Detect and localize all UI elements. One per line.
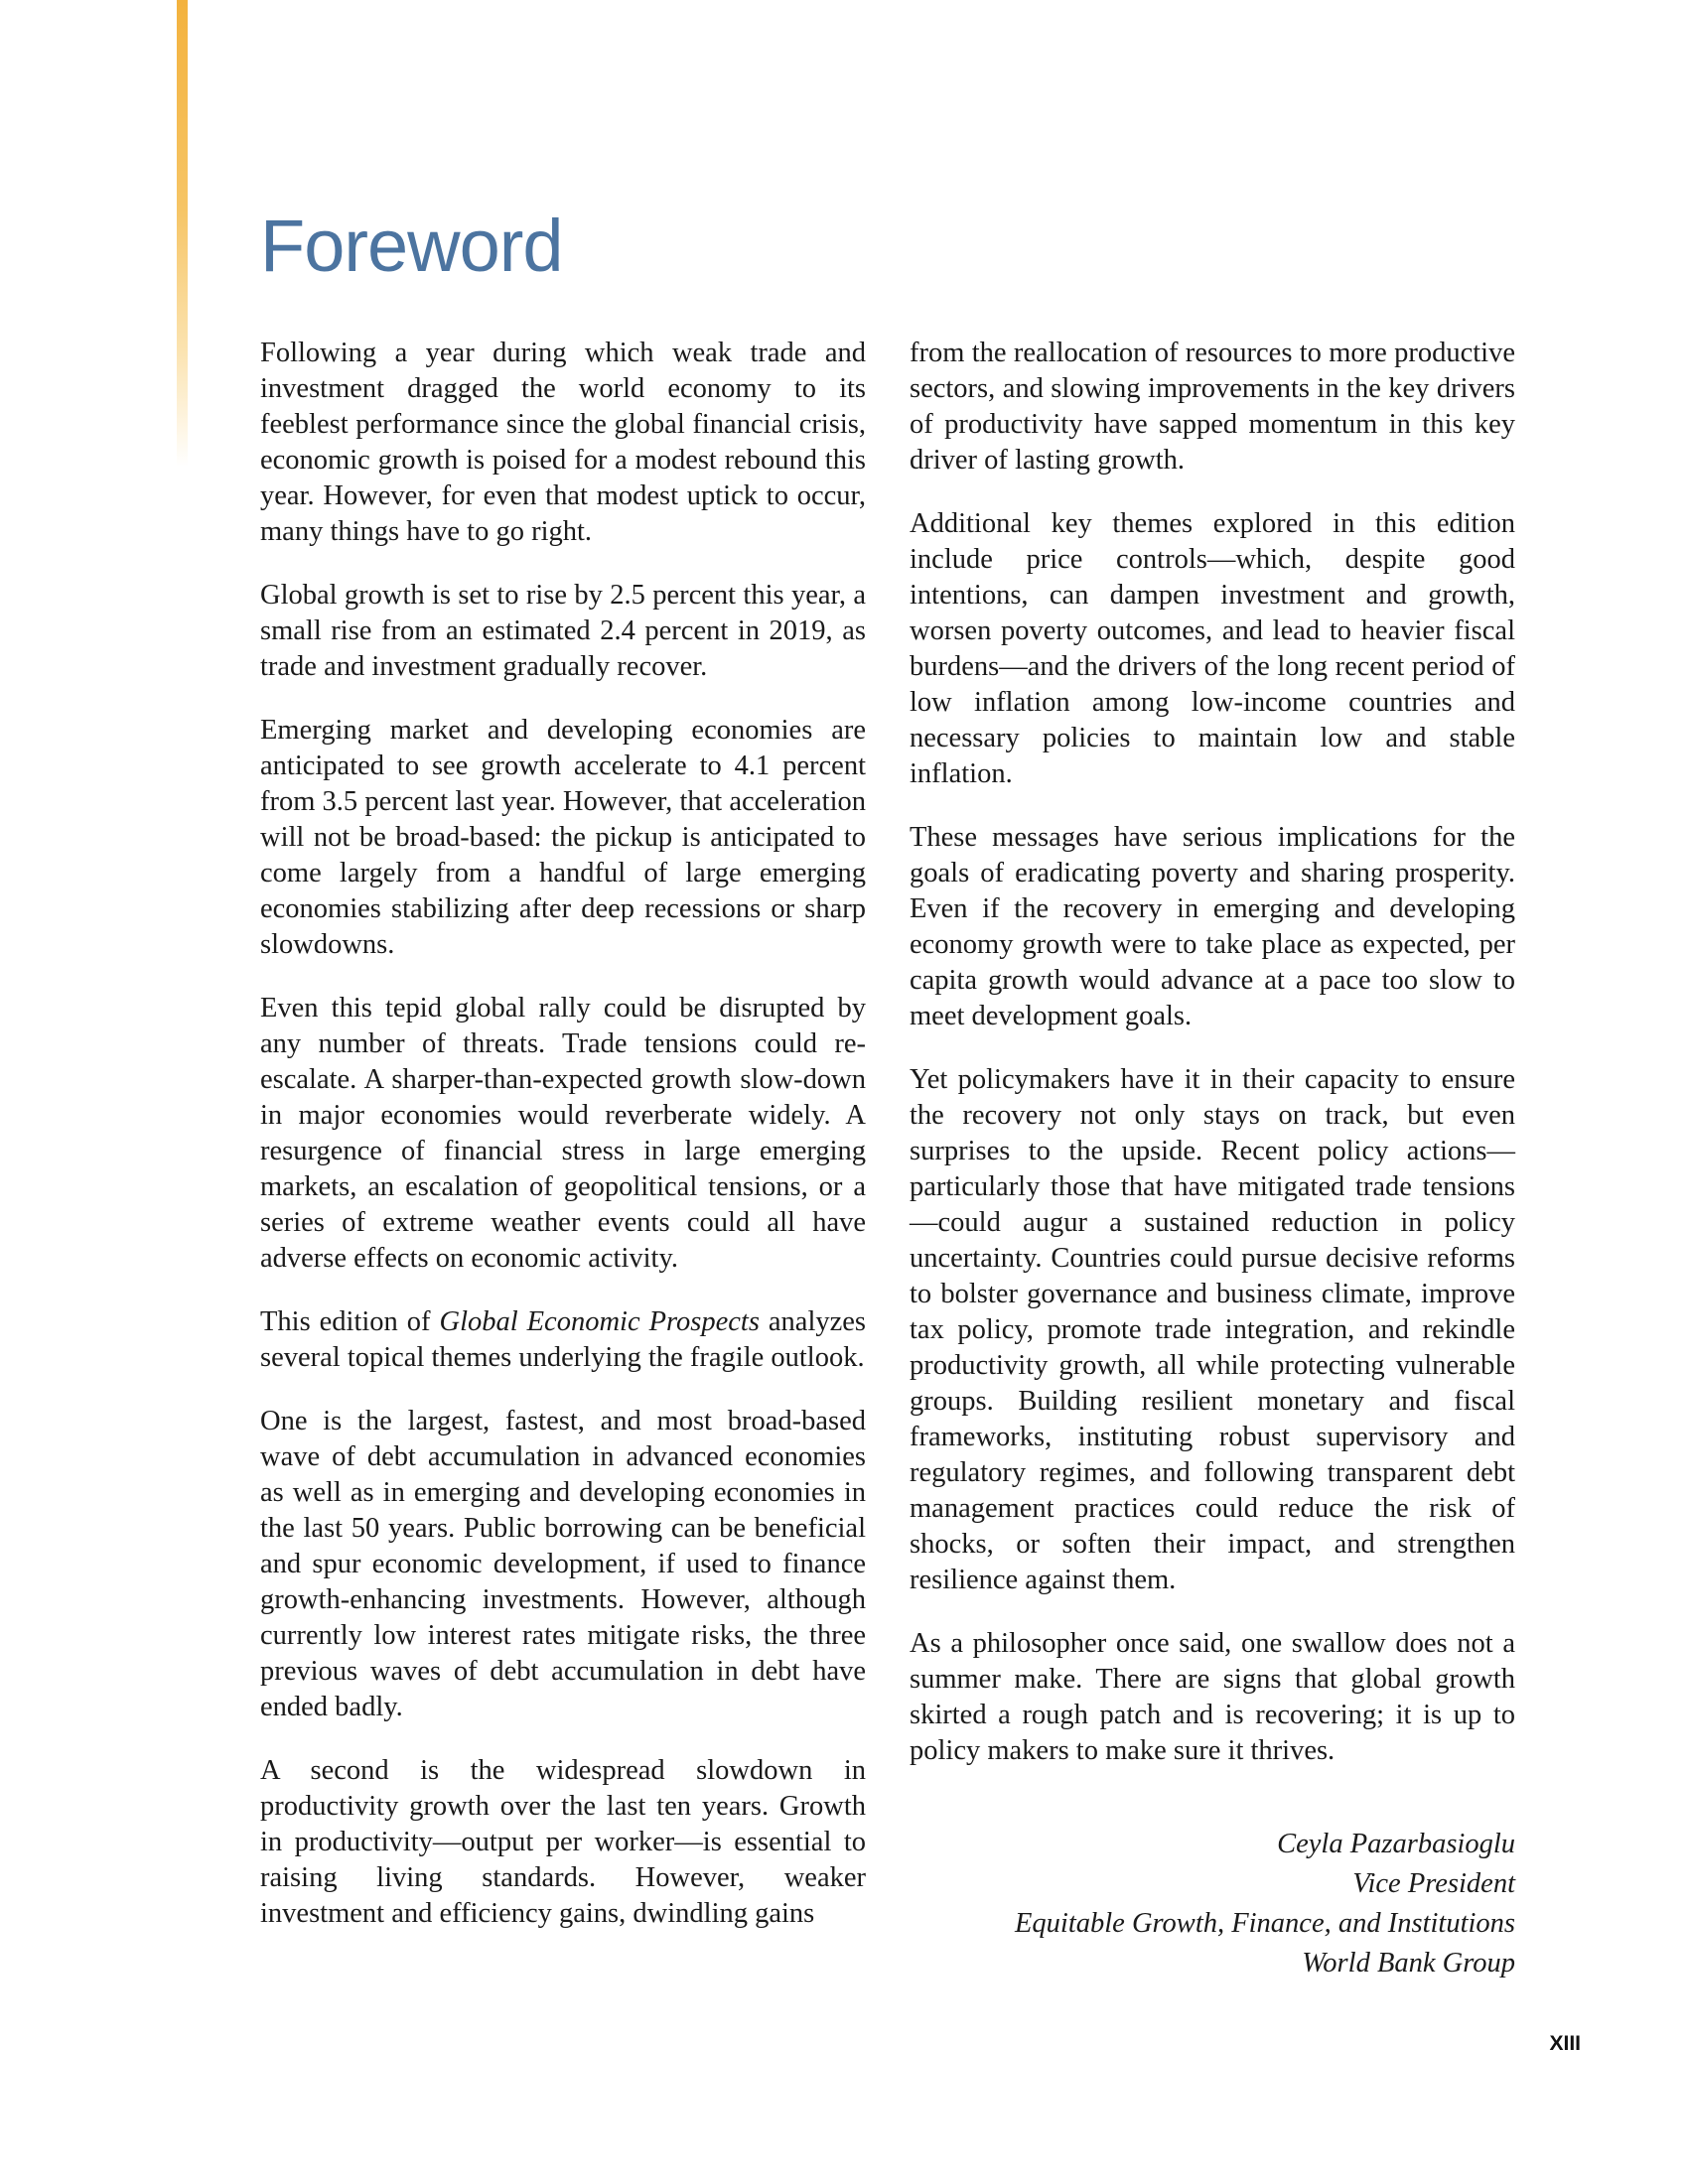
paragraph bbox=[260, 1304, 866, 1376]
paragraph: A second is the widespread slowdown in productivity growth over the last ten years. Growth in productivity—output per worker—is essential to raising living standards. However, weaker investment and efficiency gains, dwindling gains bbox=[260, 1755, 866, 1929]
paragraph: Following a year during which weak trade and investment dragged the world economy to its feeblest performance since the global financial crisis, economic growth is poised for a modest rebound this year. However, for even that modest uptick to occur, many things have to go right. bbox=[260, 338, 866, 547]
signatory-unit: Equitable Growth, Finance, and Institutions bbox=[1015, 1908, 1515, 1939]
paragraph-text: This edition of bbox=[260, 1306, 440, 1337]
paragraph: One is the largest, fastest, and most broad-based wave of debt accumulation in advanced economies as well as in emerging and developing economies in the last 50 years. Public borrowing can be beneficial and spur economic development, if used to finance growth-enhancing investments. However, although currently low interest rates mitigate risks, the three previous waves of debt accumulation in debt have ended badly. bbox=[260, 1406, 866, 1722]
publication-title: Global Economic Prospects bbox=[439, 1306, 760, 1337]
right-column bbox=[910, 336, 1515, 1797]
paragraph-text: analyzes several topical themes underlying the fragile outlook. bbox=[260, 1306, 867, 1373]
paragraph: Yet policymakers have it in their capacity to ensure the recovery not only stays on track, but even surprises to the upside. Recent policy actions—particularly those that have mitigated trade tensions—could augur a sustained reduction in policy uncertainty. Countries could pursue decisive reforms to bolster governance and business climate, improve tax policy, promote trade integration, and rekindle productivity growth, all while protecting vulnerable groups. Building resilient monetary and fiscal frameworks, instituting robust supervisory and regulatory regimes, and following transparent debt management practices could reduce the risk of shocks, or soften their impact, and strengthen resilience against them. bbox=[910, 1064, 1515, 1595]
paragraph: Global growth is set to rise by 2.5 percent this year, a small rise from an estimated 2.4 percent in 2019, as trade and investment gradually recover. bbox=[260, 580, 866, 682]
page-number: XIII bbox=[1549, 2032, 1581, 2055]
paragraph: Additional key themes explored in this edition include price controls—which, despite good intentions, can dampen investment and growth, worsen poverty outcomes, and lead to heavier fiscal burdens—and the drivers of the long recent period of low inflation among low-income countries and necessary policies to maintain low and stable inflation. bbox=[910, 508, 1515, 789]
signatory-name: Ceyla Pazarbasioglu bbox=[1277, 1829, 1515, 1859]
signatory-title: Vice President bbox=[1352, 1868, 1515, 1899]
paragraph: from the reallocation of resources to more productive sectors, and slowing improvements in the key drivers of productivity have sapped momentum in this key driver of lasting growth. bbox=[910, 338, 1515, 476]
paragraph: Emerging market and developing economies are anticipated to see growth accelerate to 4.1 percent from 3.5 percent last year. However, that acceleration will not be broad-based: the pickup is anticipated to come largely from a handful of large emerging economies stabilizing after deep recessions or sharp slowdowns. bbox=[260, 715, 866, 960]
paragraph: As a philosopher once said, one swallow does not a summer make. There are signs that global growth skirted a rough patch and is recovering; it is up to policy makers to make sure it thrives. bbox=[910, 1628, 1515, 1766]
accent-bar bbox=[177, 0, 188, 467]
page-title: Foreword bbox=[260, 205, 563, 287]
signatory-organization: World Bank Group bbox=[1302, 1948, 1515, 1979]
left-column bbox=[260, 336, 866, 1960]
paragraph: These messages have serious implications for the goals of eradicating poverty and sharing prosperity. Even if the recovery in emerging and developing economy growth were to take place as expected, per capita growth would advance at a pace too slow to meet development goals. bbox=[910, 822, 1515, 1031]
signature-block bbox=[910, 1825, 1515, 1983]
paragraph: Even this tepid global rally could be disrupted by any number of threats. Trade tensions could re-escalate. A sharper-than-expected growth slow-down in major economies would reverberate widely. A resurgence of financial stress in large emerging markets, an escalation of geopolitical tensions, or a series of extreme weather events could all have adverse effects on economic activity. bbox=[260, 993, 866, 1274]
